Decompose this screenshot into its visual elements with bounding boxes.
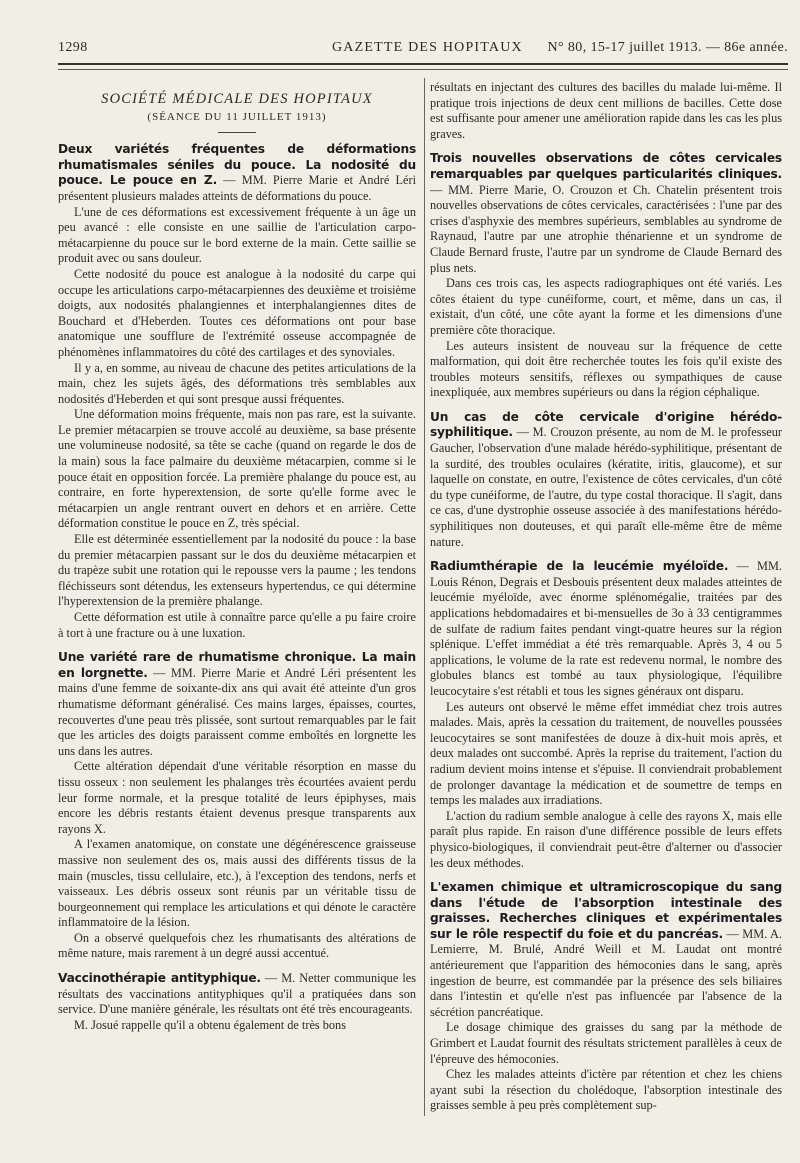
session-date: (SÉANCE DU 11 JUILLET 1913) (147, 110, 327, 123)
article-thumb-deformations (58, 142, 416, 641)
article-paragraph: Le dosage chimique des graisses du sang par la méthode de Grimbert et Laudat fournit des résultats strictement parallèles à ceux de l'épreuve des hémoconies. (430, 1020, 782, 1066)
article-lead: — MM. Pierre Marie et André Léri présentent les mains d'une femme de soixante-dix ans qui avait été atteinte d'un gros rhumatisme déformant généralisé. Ces mains larges, épaisses, courtes, recouvertes d'une peau très plissée, sont surtout remarquables par le fait que les articles des doigts paraissent comme emboîtés en lorgnette les uns dans les autres. (58, 665, 416, 758)
article-paragraph: Elle est déterminée essentiellement par la nodosité du pouce : la base du premier métacarpien passant sur le dos du deuxième métacarpien et du trapèze subit une rotation qui le repousse vers la paume ; les tendons fléchisseurs sont détendus, les extenseurs hypertendus, ce qui détermine l'hyperextension de la première phalange. (58, 532, 416, 609)
article-cervical-ribs (430, 151, 782, 401)
article-paragraph (58, 650, 416, 759)
article-paragraph: Cette nodosité du pouce est analogue à la nodosité du carpe qui occupe les articulations carpo-métacarpiennes des deuxième et troisième doigts, aux nodosités phalangiennes et interphalangiennes dites de Bouchard et d'Heberden. Toutes ces déformations ont pour base anatomique une soufflure de l'extrémité osseuse accompagnée de phénomènes inflammatoires du côté des cartilages et des synoviales. (58, 266, 416, 359)
issue-info: N° 80, 15-17 juillet 1913. — 86e année. (547, 40, 788, 55)
article-heading: Vaccinothérapie antityphique. (58, 971, 261, 986)
article-vaccinotherapy (58, 971, 416, 1033)
article-paragraph (58, 971, 416, 1018)
article-paragraph: Cette altération dépendait d'une véritable résorption en masse du tissu osseux : non seulement les phalanges très écourtées avaient perdu leur forme normale, et la presque totalité de leurs épiphyses, mais encore les débris restants étaient devenus presque transparents aux rayons X. (58, 759, 416, 836)
article-paragraph: Cette déformation est utile à connaître parce qu'elle a pu faire croire à tort à une fracture ou à une luxation. (58, 610, 416, 640)
article-lead: — MM. Louis Rénon, Degrais et Desbouis présentent deux malades atteintes de leucémie myéloïde, avec énorme splénomégalie, traitées par des applications hebdomadaires et bi-mensuelles de 3o à 33 centigrammes de sulfate de radium faites pendant vingt-quatre heures sur la région splénique. L'effet immédiat a été très remarquable. Après 3, 4 ou 5 applications, le volume de la rate est redevenu normal, le nombre des globules blancs est tombé au taux physiologique, l'équilibre leucocytaire s'est rétabli et tous les signes généraux ont disparu. (430, 559, 782, 698)
article-radium-therapy (430, 559, 782, 871)
article-continuation: résultats en injectant des cultures des bacilles du malade lui-même. Il pratique trois injections de deux cent millions de bacilles. Cette dose est suffisante pour amener une amélioration rapide dans les cas les plus graves. (430, 80, 782, 141)
article-fat-absorption (430, 880, 782, 1114)
article-paragraph: Une déformation moins fréquente, mais non pas rare, est la suivante. Le premier métacarpien se trouve accolé au deuxième, sa base présente une volumineuse nodosité, sa tête se cache (quand on regarde le dos de la main) sous la face palmaire du deuxième métacarpien, comme si le pouce était en opposition forcée. La première phalange du pouce est, au contraire, en forte hyperextension, de sorte qu'elle forme avec le métacarpien un angle rentrant ouvert en dehors et en arrière. Cette déformation constitue le pouce en Z, très spécial. (58, 407, 416, 531)
article-chronic-rheumatism (58, 650, 416, 962)
article-lead: — M. Crouzon présente, au nom de M. le professeur Gaucher, l'observation d'une malade hérédo-syphilitique, présentant de la surdité, des troubles oculaires (kératite, iritis, glaucome), et sur laquelle on constate, en outre, l'existence de côtes cervicales, d'un côté du type cunéiforme, de l'autre, du type costal thoracique. Il s'agit, dans ce cas, d'une dystrophie osseuse associée à des manifestations hérédo-syphilitiques non douteuses, et qui paraît elle-même être de même nature. (430, 425, 782, 549)
article-paragraph: A l'examen anatomique, on constate une dégénérescence graisseuse massive non seulement des os, mais aussi des différents tissus de la main (muscles, tissu cellulaire, etc.), à l'exception des tendons, nerfs et vaisseaux. Les débris osseux sont réunis par un véritable tissu de bourgeonnement qui remplace les articulations et qui dénote le caractère inflammatoire de la lésion. (58, 837, 416, 930)
article-paragraph (430, 559, 782, 699)
section-rule (218, 132, 256, 133)
article-paragraph: Les auteurs insistent de nouveau sur la fréquence de cette malformation, qui doit être recherchée toutes les fois qu'il existe des troubles moteurs sensitifs, réflexes ou sympathiques de cause inexpliquée, aux membres supérieurs ou dans la région céphalique. (430, 338, 782, 400)
article-paragraph: L'une de ces déformations est excessivement fréquente à un âge un peu avancé : elle consiste en une saillie de l'articulation carpo-métacarpienne du pouce sur le bord externe de la main. Cette saillie se produit avec ou sans douleur. (58, 204, 416, 266)
article-heading: Un cas de côte cervicale d'origine hérédo-syphilitique. (430, 409, 782, 440)
article-heading: Deux variétés fréquentes de déformations rhumatismales séniles du pouce. La nodosité du pouce. Le pouce en Z. (58, 142, 416, 188)
article-heading: Trois nouvelles observations de côtes cervicales remarquables par quelques particularités cliniques. (430, 151, 782, 181)
article-paragraph (430, 151, 782, 276)
header-rule-thin (58, 69, 788, 70)
right-column (430, 80, 782, 1114)
page-header (58, 40, 788, 60)
article-paragraph (58, 142, 416, 204)
article-paragraph: Chez les malades atteints d'ictère par rétention et chez les chiens ayant subi la résection du cholédoque, l'absorption intestinale des graisses semble à peu près complètement sup- (430, 1067, 782, 1113)
article-lead: — MM. A. Lemierre, M. Brulé, André Weill et M. Laudat ont montré antérieurement que l'apparition des hémoconies dans le sang, après ingestion de beurre, est commandée par la présence des sels biliaires dans l'intestin et qu'elle n'est pas influencée par l'absence de la sécrétion pancréatique. (430, 926, 783, 1019)
society-title: SOCIÉTÉ MÉDICALE DES HOPITAUX (101, 91, 373, 107)
article-lead: — M. Netter communique les résultats des vaccinations antityphiques qu'il a pratiquées dans son service. D'une manière générale, les résultats ont été très encourageants. (58, 971, 416, 1017)
left-column (58, 80, 416, 1033)
article-syphilitic-rib (430, 410, 782, 550)
article-paragraph: Les auteurs ont observé le même effet immédiat chez trois autres malades. Mais, après la cessation du traitement, de nouvelles poussées leucocytaires se sont manifestées de douze à dix-huit mois après, et deux malades ont succombé. Après la reprise du traitement, l'action du radium devient moins intense et s'épuise. Il conviendrait probablement de prolonger davantage la médication et de soumettre de temps en temps les malades aux irradiations. (430, 699, 782, 808)
article-paragraph: L'action du radium semble analogue à celle des rayons X, mais elle paraît plus rapide. En raison d'une différence possible de leurs effets physico-biologiques, il conviendrait peut-être d'alterner ou d'associer les deux méthodes. (430, 808, 782, 870)
article-paragraph: On a observé quelquefois chez les rhumatisants des altérations de même nature, mais rarement à un degré aussi accentué. (58, 930, 416, 961)
article-heading: L'examen chimique et ultramicroscopique du sang dans l'étude de l'absorption intestinale des graisses. Recherches cliniques et expérimentales sur le rôle respectif du foie et du pancréas. (430, 880, 782, 941)
article-paragraph (430, 880, 782, 1020)
article-lead: — MM. Pierre Marie, O. Crouzon et Ch. Chatelin présentent trois nouvelles observations de côtes cervicales, caractérisées : l'une par des crises d'asphyxie des membres supérieurs, semblables au syndrome de Raynaud, l'autre par une atrophie thénarienne et un syndrome de Claude Bernard fruste, l'autre par un syndrome de Claude Bernard des plus nets. (430, 182, 782, 275)
article-heading: Une variété rare de rhumatisme chronique. La main en lorgnette. (58, 650, 416, 680)
article-paragraph: M. Josué rappelle qu'il a obtenu également de très bons (74, 1017, 346, 1032)
journal-title: GAZETTE DES HOPITAUX (332, 40, 523, 55)
column-divider (424, 78, 425, 1116)
article-paragraph: Il y a, en somme, au niveau de chacune des petites articulations de la main, chez les sujets âgés, des déformations très semblables aux nodosités d'Heberden et qui sont presque aussi fréquentes. (58, 360, 416, 406)
article-paragraph (430, 410, 782, 550)
article-heading: Radiumthérapie de la leucémie myéloïde. (430, 559, 729, 574)
page-number: 1298 (58, 40, 88, 55)
article-paragraph: Dans ces trois cas, les aspects radiographiques ont été variés. Les côtes étaient du type cunéiforme, court, et même, dans un cas, il existait, d'un côté, une côte ayant la forme et les dimensions d'une première côte thoracique. (430, 276, 782, 337)
article-lead: — MM. Pierre Marie et André Léri présentent plusieurs malades atteints de déformations du pouce. (58, 173, 416, 203)
header-rule-thick (58, 63, 788, 65)
